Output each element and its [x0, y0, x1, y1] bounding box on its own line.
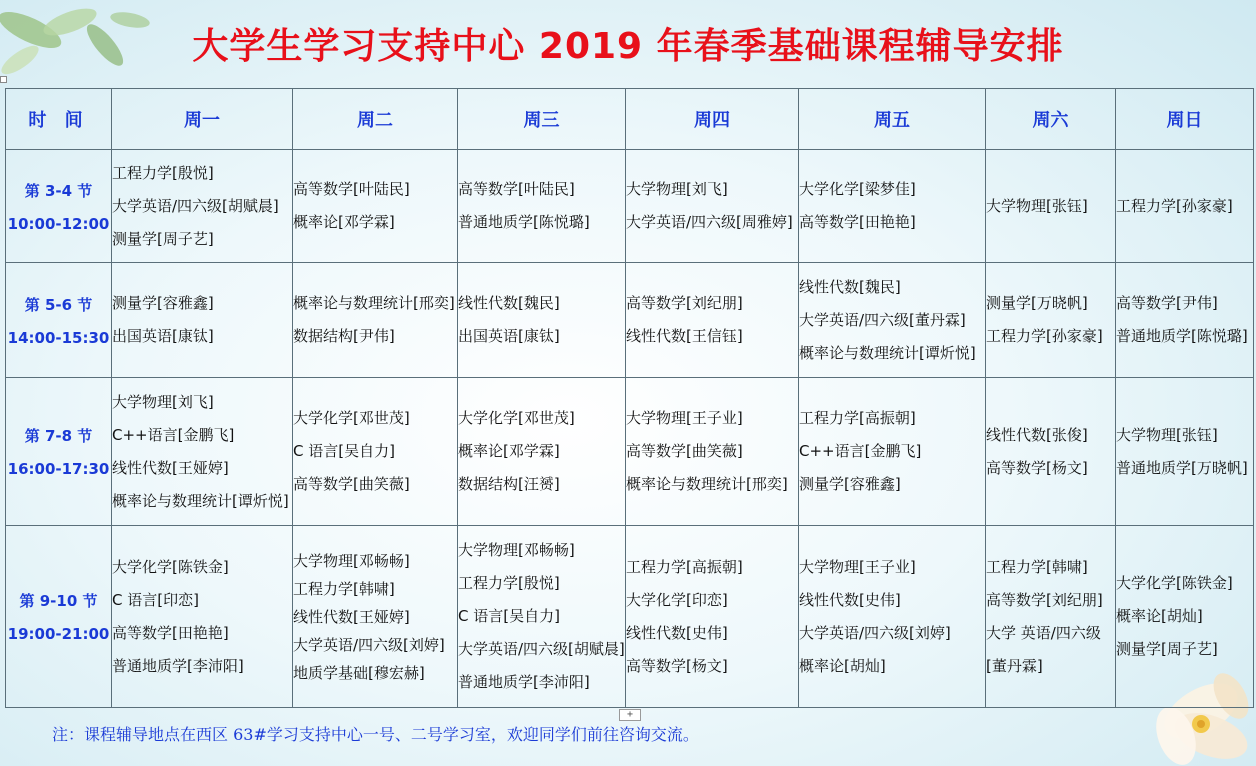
course-item: 高等数学[刘纪朋]	[986, 590, 1103, 609]
course-item: 测量学[周子艺]	[1116, 640, 1218, 658]
course-item: 测量学[周子艺]	[112, 229, 214, 248]
course-item: 高等数学[叶陆民]	[458, 180, 575, 198]
course-item: 测量学[容雅鑫]	[799, 475, 901, 493]
course-item: 普通地质学[陈悦璐]	[458, 213, 590, 231]
course-item: 高等数学[杨文]	[626, 656, 728, 675]
session-hours: 19:00-21:00	[7, 625, 110, 643]
course-cell	[112, 263, 293, 378]
header-mon: 周一	[112, 89, 293, 150]
course-item: 大学物理[刘飞]	[626, 180, 728, 198]
course-item: C 语言[印恋]	[112, 590, 199, 609]
course-item: 数据结构[汪赟]	[458, 475, 560, 493]
course-item: 工程力学[孙家豪]	[986, 327, 1103, 345]
course-item: 高等数学[田艳艳]	[112, 623, 229, 642]
course-item: 大学 英语/四六级	[986, 623, 1101, 642]
course-item: 线性代数[王娅婷]	[112, 458, 229, 477]
header-sun: 周日	[1116, 89, 1254, 150]
course-item: 工程力学[孙家豪]	[1116, 196, 1233, 215]
course-item: 线性代数[史伟]	[626, 623, 728, 642]
course-item: 大学物理[邓畅畅]	[458, 541, 575, 559]
course-item: 概率论[胡灿]	[799, 656, 886, 675]
course-item: 普通地质学[万晓帆]	[1116, 458, 1248, 477]
time-slot	[6, 526, 112, 708]
course-cell	[799, 378, 986, 526]
course-item: 高等数学[曲笑薇]	[293, 475, 410, 493]
course-item: 工程力学[韩啸]	[293, 579, 395, 598]
course-item: 大学物理[张钰]	[1116, 425, 1218, 444]
course-item: 概率论与数理统计[邢奕]	[626, 475, 788, 493]
course-item: 大学化学[邓世茂]	[293, 409, 410, 427]
course-cell	[1116, 150, 1254, 263]
course-item: 概率论与数理统计[谭炘悦]	[799, 343, 976, 362]
course-item: 工程力学[殷悦]	[112, 163, 214, 182]
course-item: 出国英语[康钛]	[112, 327, 214, 345]
course-item: 大学化学[陈铁金]	[1116, 574, 1233, 592]
course-cell	[626, 378, 799, 526]
header-wed: 周三	[458, 89, 626, 150]
course-item: 大学英语/四六级[胡赋晨]	[112, 196, 279, 215]
course-cell	[799, 526, 986, 708]
course-item: 线性代数[王信钰]	[626, 327, 743, 345]
course-cell	[112, 378, 293, 526]
table-row	[6, 263, 1254, 378]
course-cell	[986, 526, 1116, 708]
course-cell	[1116, 263, 1254, 378]
course-cell	[1116, 378, 1254, 526]
course-item: 高等数学[刘纪朋]	[626, 294, 743, 312]
course-item: 大学英语/四六级[胡赋晨]	[458, 640, 625, 658]
header-thu: 周四	[626, 89, 799, 150]
course-item: 线性代数[魏民]	[799, 277, 901, 296]
course-item: 大学英语/四六级[周雅婷]	[626, 213, 793, 231]
time-slot	[6, 150, 112, 263]
schedule-table	[5, 88, 1254, 708]
course-item: 大学英语/四六级[刘婷]	[293, 635, 445, 654]
course-item: C 语言[吴自力]	[458, 607, 560, 625]
course-cell	[458, 526, 626, 708]
course-item: C++语言[金鹏飞]	[112, 425, 235, 444]
course-item: 工程力学[高振朝]	[799, 409, 916, 427]
course-item: 大学物理[王子业]	[799, 557, 916, 576]
course-cell	[112, 526, 293, 708]
header-fri: 周五	[799, 89, 986, 150]
header-tue: 周二	[293, 89, 458, 150]
session-label: 第 3-4 节	[24, 181, 93, 200]
course-item: 普通地质学[李沛阳]	[458, 673, 590, 691]
course-cell	[458, 263, 626, 378]
session-label: 第 5-6 节	[24, 295, 93, 314]
course-item: 概率论[邓学霖]	[293, 213, 395, 231]
course-item: 普通地质学[陈悦璐]	[1116, 327, 1248, 345]
course-cell	[112, 150, 293, 263]
course-cell	[626, 263, 799, 378]
session-hours: 16:00-17:30	[7, 460, 110, 478]
course-item: 概率论[胡灿]	[1116, 607, 1203, 625]
course-cell	[799, 263, 986, 378]
course-cell	[293, 526, 458, 708]
course-item: 数据结构[尹伟]	[293, 327, 395, 345]
course-item: 概率论[邓学霖]	[458, 442, 560, 460]
header-time: 时 间	[6, 89, 112, 150]
table-row	[6, 150, 1254, 263]
course-item: 普通地质学[李沛阳]	[112, 656, 244, 675]
course-item: 大学物理[邓畅畅]	[293, 551, 410, 570]
course-cell	[799, 150, 986, 263]
course-cell	[986, 378, 1116, 526]
course-item: 工程力学[高振朝]	[626, 557, 743, 576]
time-slot	[6, 378, 112, 526]
course-cell	[626, 526, 799, 708]
table-resize-handle[interactable]: +	[619, 709, 641, 721]
course-item: 大学物理[张钰]	[986, 196, 1088, 215]
course-item: 工程力学[殷悦]	[458, 574, 560, 592]
course-item: 线性代数[张俊]	[986, 425, 1088, 444]
course-cell	[626, 150, 799, 263]
table-move-handle[interactable]	[0, 76, 7, 83]
page-title: 大学生学习支持中心 2019 年春季基础课程辅导安排	[192, 26, 1064, 67]
course-cell	[986, 150, 1116, 263]
course-cell	[986, 263, 1116, 378]
course-item: 线性代数[魏民]	[458, 294, 560, 312]
course-item: 大学化学[印恋]	[626, 590, 728, 609]
course-cell	[458, 378, 626, 526]
footnote: 注：课程辅导地点在西区 63#学习支持中心一号、二号学习室，欢迎同学们前往咨询交流。	[52, 725, 699, 744]
course-cell	[458, 150, 626, 263]
course-item: 测量学[万晓帆]	[986, 294, 1088, 312]
course-item: 概率论与数理统计[谭炘悦]	[112, 491, 289, 510]
course-item: 工程力学[韩啸]	[986, 557, 1088, 576]
course-item: 大学英语/四六级[刘婷]	[799, 623, 951, 642]
header-sat: 周六	[986, 89, 1116, 150]
course-item: 线性代数[史伟]	[799, 590, 901, 609]
course-cell	[293, 263, 458, 378]
course-item: 测量学[容雅鑫]	[112, 294, 214, 312]
course-item: 高等数学[尹伟]	[1116, 294, 1218, 312]
course-item: 线性代数[王娅婷]	[293, 607, 410, 626]
session-label: 第 9-10 节	[19, 592, 98, 610]
course-item: 高等数学[叶陆民]	[293, 180, 410, 198]
course-item: 大学物理[刘飞]	[112, 392, 214, 411]
course-cell	[293, 150, 458, 263]
course-item: 大学化学[陈铁金]	[112, 557, 229, 576]
course-item: 大学化学[梁梦佳]	[799, 180, 916, 198]
course-cell	[293, 378, 458, 526]
course-item: 大学化学[邓世茂]	[458, 409, 575, 427]
course-item: 大学英语/四六级[董丹霖]	[799, 310, 966, 329]
session-hours: 14:00-15:30	[7, 328, 110, 347]
course-cell	[1116, 526, 1254, 708]
session-hours: 10:00-12:00	[7, 214, 110, 233]
table-row	[6, 526, 1254, 708]
course-item: 高等数学[田艳艳]	[799, 213, 916, 231]
course-item: 大学物理[王子业]	[626, 409, 743, 427]
header-row	[6, 89, 1254, 150]
course-item: C++语言[金鹏飞]	[799, 442, 922, 460]
course-item: 概率论与数理统计[邢奕]	[293, 294, 455, 312]
course-item: [董丹霖]	[986, 656, 1043, 675]
course-item: 高等数学[曲笑薇]	[626, 442, 743, 460]
course-item: 高等数学[杨文]	[986, 458, 1088, 477]
table-row	[6, 378, 1254, 526]
course-item: 地质学基础[穆宏赫]	[293, 663, 425, 682]
time-slot	[6, 263, 112, 378]
course-item: C 语言[吴自力]	[293, 442, 395, 460]
session-label: 第 7-8 节	[24, 427, 93, 445]
course-item: 出国英语[康钛]	[458, 327, 560, 345]
